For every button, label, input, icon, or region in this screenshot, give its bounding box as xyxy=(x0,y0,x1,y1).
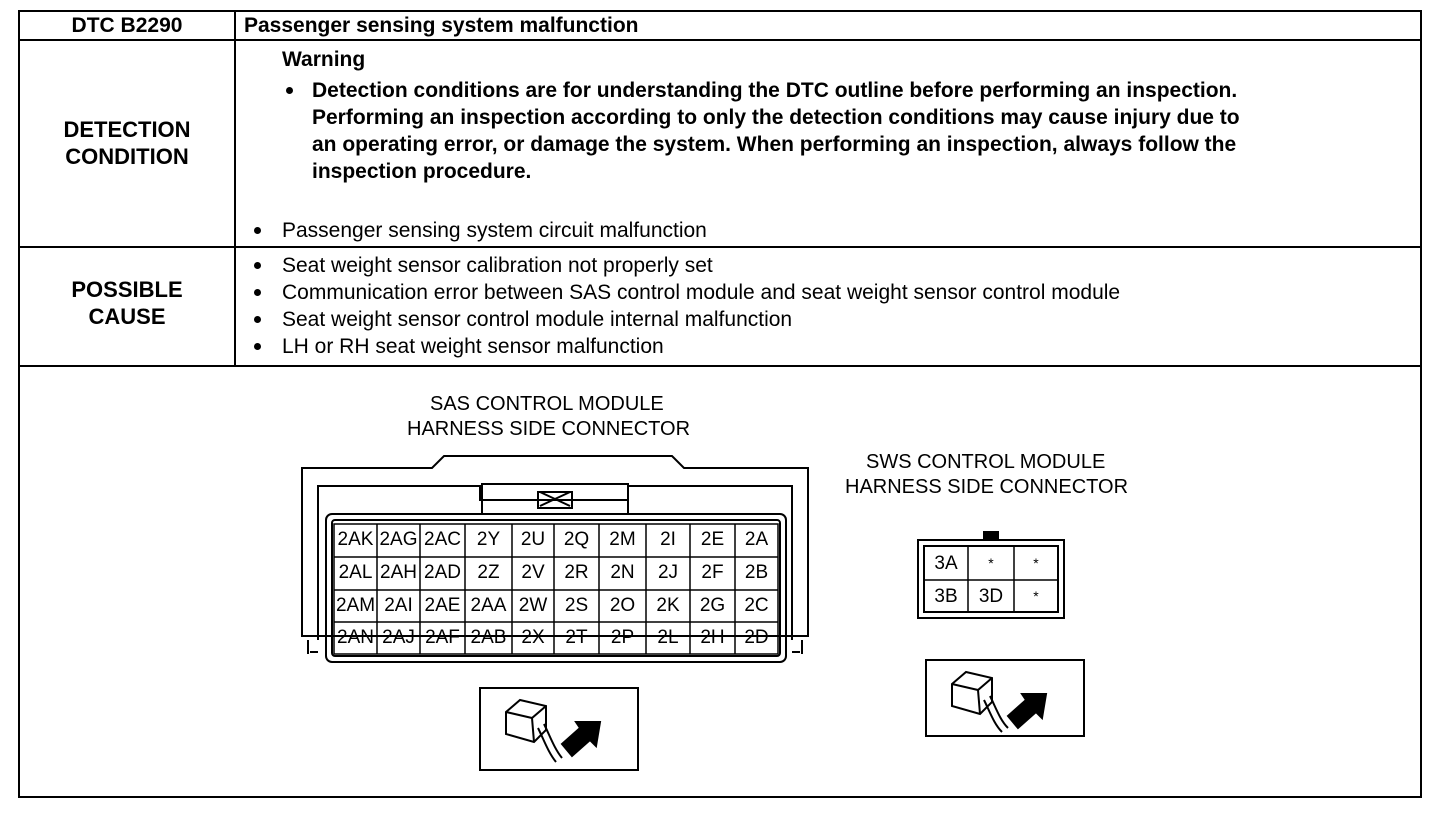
sas-pin: 2U xyxy=(520,529,546,550)
sas-pin: 2P xyxy=(610,627,635,648)
sas-connector-title-line1: SAS CONTROL MODULE xyxy=(430,393,664,415)
detection-label-line2: CONDITION xyxy=(65,144,189,169)
warning-line: Detection conditions are for understanding the DTC outline before performing an inspection. xyxy=(312,79,1238,102)
sws-view-direction-icon xyxy=(926,660,1084,736)
cause-label-line2: CAUSE xyxy=(88,304,166,329)
cause-item: Seat weight sensor control module internal malfunction xyxy=(282,308,793,331)
sas-pin: 2AM xyxy=(335,595,376,616)
sws-pin: * xyxy=(1033,588,1039,604)
sas-pin: 2R xyxy=(564,562,589,583)
sws-connector-title-line1: SWS CONTROL MODULE xyxy=(866,451,1106,473)
sas-pin: 2AE xyxy=(424,595,461,616)
sas-connector-title-line2: HARNESS SIDE CONNECTOR xyxy=(407,418,691,440)
sas-pin: 2AD xyxy=(424,562,461,583)
sas-pin: 2AA xyxy=(470,595,507,616)
sas-pin: 2A xyxy=(744,529,769,550)
sas-pin: 2AH xyxy=(380,562,417,583)
sas-pin: 2F xyxy=(701,562,724,583)
warning-heading: Warning xyxy=(282,48,366,71)
sas-pin: 2Q xyxy=(563,529,590,550)
sas-pin: 2AF xyxy=(425,627,460,648)
sas-pin: 2AI xyxy=(384,595,413,616)
sas-pin: 2AK xyxy=(337,529,374,550)
sws-connector-title-line2: HARNESS SIDE CONNECTOR xyxy=(845,476,1129,498)
sas-pin: 2G xyxy=(699,595,726,616)
sas-pin: 2I xyxy=(660,529,676,550)
sas-pin: 2K xyxy=(656,595,680,616)
sas-pin: 2D xyxy=(744,627,769,648)
cause-label-line1: POSSIBLE xyxy=(71,277,183,302)
sws-pin: 3B xyxy=(934,586,958,607)
warning-line: inspection procedure. xyxy=(312,160,532,183)
condition-item: Passenger sensing system circuit malfunction xyxy=(282,219,707,242)
sas-view-direction-icon xyxy=(480,688,638,770)
detection-label-line1: DETECTION xyxy=(63,117,191,142)
sas-pin: 2V xyxy=(521,562,545,583)
sas-pin: 2W xyxy=(518,595,548,616)
sws-pin: 3A xyxy=(934,553,958,574)
sas-pin: 2L xyxy=(657,627,679,648)
sas-pin: 2AL xyxy=(338,562,373,583)
sws-pin: 3D xyxy=(978,586,1004,607)
sas-pin: 2Y xyxy=(476,529,501,550)
dtc-title: Passenger sensing system malfunction xyxy=(244,14,639,37)
sas-pin: 2H xyxy=(700,627,725,648)
sas-pin: 2J xyxy=(657,562,679,583)
sas-pin: 2C xyxy=(744,595,769,616)
sas-pin: 2AB xyxy=(470,627,507,648)
sws-pin: * xyxy=(988,555,994,571)
sas-pin: 2AC xyxy=(424,529,461,550)
sas-pin: 2X xyxy=(521,627,545,648)
cause-item: LH or RH seat weight sensor malfunction xyxy=(282,335,664,358)
sas-pin: 2Z xyxy=(477,562,500,583)
warning-line: an operating error, or damage the system. When performing an inspection, always follow the xyxy=(312,133,1237,156)
warning-line: Performing an inspection according to only the detection conditions may cause injury due to xyxy=(312,106,1240,129)
sws-pin: * xyxy=(1033,555,1039,571)
sas-pin: 2O xyxy=(609,595,636,616)
sas-pin: 2T xyxy=(565,627,588,648)
dtc-code: DTC B2290 xyxy=(71,14,183,37)
sas-pin: 2S xyxy=(564,595,589,616)
cause-item: Communication error between SAS control module and seat weight sensor control module xyxy=(282,281,1121,304)
cause-item: Seat weight sensor calibration not properly set xyxy=(282,254,713,277)
sas-pin: 2M xyxy=(609,529,636,550)
sas-pin: 2AJ xyxy=(382,627,415,648)
sas-pin: 2AG xyxy=(379,529,418,550)
sas-pin: 2E xyxy=(700,529,725,550)
sas-pin: 2B xyxy=(744,562,769,583)
sas-pin: 2AN xyxy=(337,627,374,648)
sas-pin: 2N xyxy=(610,562,635,583)
